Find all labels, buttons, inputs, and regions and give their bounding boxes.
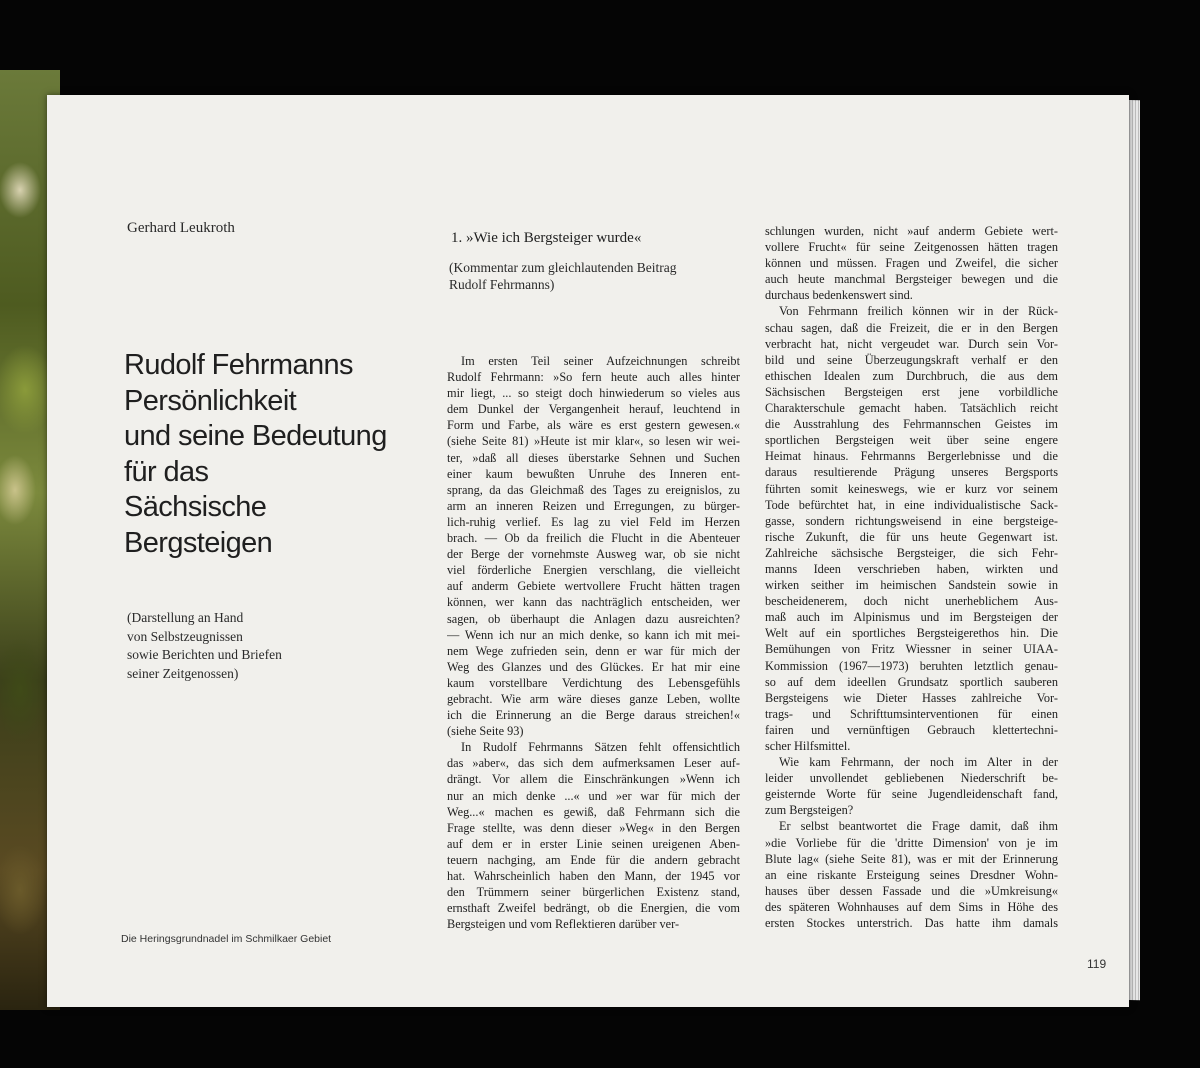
text-line: In Rudolf Fehrmanns Sätzen fehlt offensichtlich [461, 740, 740, 755]
text-line: verbracht hat, nicht vergeudet war. Durch sein Vor- [765, 336, 1058, 351]
text-line: dem Dunkel der Vergangenheit herauf, leuchtend in [447, 402, 740, 417]
text-line: Heimat hinaus. Fehrmanns Bergerlebnisse und die [765, 449, 1058, 464]
text-line: Kommission (1967—1973) beruhten letztlich genau- [765, 658, 1058, 673]
text-line: vollere Frucht« für seine Zeitgenossen hätten tragen [765, 240, 1058, 255]
text-line: Er selbst beantwortet die Frage damit, daß ihm [779, 819, 1058, 834]
text-line: Blute lag« (siehe Seite 81), was er mit der Erinnerung [765, 851, 1058, 866]
text-line: Sächsischen Bergsteigen erst jene vorbildliche [765, 384, 1058, 399]
text-line: Rudolf Fehrmann: »So fern heute auch alles hinter [447, 370, 740, 385]
section-note-line: Rudolf Fehrmanns) [449, 277, 555, 292]
text-line: — Wenn ich nur an mich denke, so kann ich mit mei- [447, 627, 740, 642]
text-line: bild und seine Überzeugungskraft verhalf er den [765, 352, 1058, 367]
article-subtitle [127, 609, 367, 683]
text-line: »die Vorliebe für die 'dritte Dimension' von je im [765, 835, 1058, 850]
text-line: lich-ruhig verlief. Es lag zu viel Feld im Herzen [447, 514, 740, 529]
subtitle-line: von Selbstzeugnissen [127, 628, 243, 644]
title-line: Bergsteigen [124, 526, 273, 559]
text-line: Welt auf ein sportliches Bergsteigerethos hin. Die [765, 626, 1058, 641]
text-line: an eine riskante Ersteigung seines Dresdner Wohn- [765, 867, 1058, 882]
text-line: können, wer kann das nachträglich entscheiden, wer [447, 595, 740, 610]
text-line: ersten Stockes unterstrich. Das hatte ihm damals [765, 916, 1058, 931]
section-note-line: (Kommentar zum gleichlautenden Beitrag [449, 260, 677, 275]
text-line: nur an mich denke ...« und »er war für mich der [447, 788, 740, 803]
article-title [124, 348, 454, 561]
text-line: auf anderm Gebiete wertvollere Frucht hätten tragen [447, 579, 740, 594]
text-line: Bergsteigens wie Dieter Hasses zahlreiche Vor- [765, 690, 1058, 705]
text-line: (siehe Seite 81) »Heute ist mir klar«, so lesen wir wei- [447, 434, 740, 449]
text-line: wirken seither im heimischen Sandstein sowie in [765, 578, 1058, 593]
text-line: drängt. Vor allem die Einschränkungen »Wenn ich [447, 772, 740, 787]
title-line: Persönlichkeit [124, 384, 297, 417]
text-line: auch heute manchmal Bergsteiger bewegen und die [765, 272, 1058, 287]
text-line: das »aber«, das sich dem aufmerksamen Leser auf- [447, 756, 740, 771]
title-line: Sächsische [124, 491, 267, 523]
text-line: Im ersten Teil seiner Aufzeichnungen schreibt [461, 354, 740, 368]
text-line: mir liegt, ... so steigt doch hinwiederum so vieles aus [447, 386, 740, 401]
text-line: so auf dem ideellen Grundsatz sportlich sauberen [765, 674, 1058, 689]
text-line: maß auch im Alpinismus und im Bergsteigen der [765, 610, 1058, 625]
text-line: brach. — Ob da freilich die Flucht in die Abenteuer [447, 531, 740, 546]
text-line: der Berge der vornehmste Ausweg war, ob sie nicht [447, 547, 740, 562]
text-line: Weg...« machen es gewiß, daß Fehrmann sich die [447, 804, 740, 819]
text-line: fairen und vernünftigen Gebrauch klettertechni- [765, 722, 1058, 737]
body-column-1 [447, 353, 740, 932]
text-line: ich die Erinnerung an die Berge daraus streichen!« [447, 708, 740, 723]
text-line: Weg des Glanzes und des Glückes. Er hat mir eine [447, 659, 740, 674]
text-line: (siehe Seite 93) [447, 724, 524, 739]
text-line: auf dem er in erster Linie seinen ureigenen Aben- [447, 836, 740, 851]
text-line: gasse, sondern richtungsweisend in eine bergsteige- [765, 513, 1058, 528]
text-line: Form und Farbe, als wäre es erst gestern gewesen.« [447, 418, 740, 433]
text-line: ernsthaft Zweifel bedrängt, ob die Energien, die vom [447, 901, 740, 916]
text-line: arm an inneren Reizen und Erregungen, zu bürger- [447, 498, 740, 513]
text-line: können und müssen. Fragen und Zweifel, die sicher [765, 256, 1058, 271]
text-line: kaum vorstellbare Verdichtung des Lebensgefühls [447, 675, 740, 690]
text-line: führten somit keineswegs, wie er kurz vor seinem [765, 481, 1058, 496]
page-number: 119 [1087, 957, 1107, 971]
text-line: teuern nachging, am Ende für die andern gebracht [447, 852, 740, 867]
text-line: nem Wege zufrieden sein, denn er war für mich der [447, 643, 740, 658]
text-line: schlungen wurden, nicht »auf anderm Gebiete wert- [765, 224, 1058, 238]
subtitle-line: seiner Zeitgenossen) [127, 665, 239, 681]
text-line: manns Ideen verschrieben haben, wirkten und [765, 561, 1058, 576]
text-line: ethischen Idealen zum Durchbruch, die aus dem [765, 368, 1058, 383]
text-line: bescheidenerem, doch nicht unerheblichem Aus- [765, 594, 1058, 609]
text-line: Wie kam Fehrmann, der noch im Alter in der [779, 755, 1058, 770]
text-line: zum Bergsteigen? [765, 803, 854, 818]
text-line: scher Hilfsmittel. [765, 739, 851, 753]
photo-caption: Die Heringsgrundnadel im Schmilkaer Gebiet [121, 933, 332, 945]
text-line: Von Fehrmann freilich können wir in der Rück- [779, 304, 1058, 319]
text-line: Tode befürchtet hat, in eine individualistische Sack- [765, 497, 1058, 512]
text-line: den Trümmern seiner bürgerlichen Existenz stand, [447, 885, 740, 900]
text-line: rische Zukunft, die für uns heute Gegenwart ist. [765, 529, 1058, 544]
text-line: des späteren Wohnhauses auf dem Sims in Höhe des [765, 899, 1058, 914]
subtitle-line: (Darstellung an Hand [127, 610, 244, 625]
section-note [449, 259, 739, 293]
book-page [47, 95, 1129, 1007]
text-line: leider unvollendet gebliebenen Niederschrift be- [765, 771, 1058, 786]
author-name: Gerhard Leukroth [127, 220, 235, 236]
text-line: Bergsteigen und vom Reflektieren darüber ver- [447, 917, 680, 932]
title-line: für das [124, 455, 209, 488]
text-line: hauses über dessen Fassade und die »Umkreisung« [765, 883, 1058, 898]
title-line: und seine Bedeutung [124, 420, 387, 452]
text-line: Frage stellte, was denn dieser »Weg« in den Bergen [447, 820, 740, 835]
text-line: hat. Wahrscheinlich haben den Mann, der 1945 vor [447, 869, 740, 883]
text-line: einer kaum bewußten Unruhe des Inneren ent- [447, 466, 740, 481]
text-line: geisternde Worte für seine Jugendleidenschaft fand, [765, 787, 1058, 802]
text-line: die Ausstrahlung des Fehrmannschen Geistes im [765, 417, 1058, 432]
text-line: Bemühungen von Fritz Wiessner in seiner UIAA- [765, 642, 1058, 657]
subtitle-line: sowie Berichten und Briefen [127, 647, 282, 662]
text-line: Zahlreiche sächsische Bergsteiger, die sich Fehr- [765, 545, 1058, 560]
body-column-2 [765, 223, 1058, 931]
text-line: Charakterschule gemacht haben. Tatsächlich reicht [765, 401, 1058, 416]
text-line: sagen, ob überhaupt die Anlagen dazu ausreichten? [447, 611, 740, 626]
title-line: Rudolf Fehrmanns [124, 349, 353, 381]
text-line: trags- und Schrifttumsinterventionen für einen [765, 706, 1058, 721]
text-line: durchaus bedenkenswert sind. [765, 288, 913, 303]
text-line: sprang, da das Gleichmaß des Tages zu ereignislos, zu [447, 482, 740, 497]
text-line: viel förderliche Energien verschlang, die vielleicht [447, 563, 740, 578]
text-line: gebracht. Wie arm wäre dieses ganze Leben, wollte [447, 691, 740, 706]
text-line: sportlichen Bergsteigen weit über seine engere [765, 433, 1058, 448]
text-line: ter, »daß all dieses überstarke Sehnen und Suchen [447, 450, 740, 465]
section-heading: 1. »Wie ich Bergsteiger wurde« [451, 230, 642, 246]
text-line: daraus resultierende Prägung unseres Bergsports [765, 465, 1058, 480]
text-line: schau sagen, daß die Freizeit, die er in den Bergen [765, 320, 1058, 335]
